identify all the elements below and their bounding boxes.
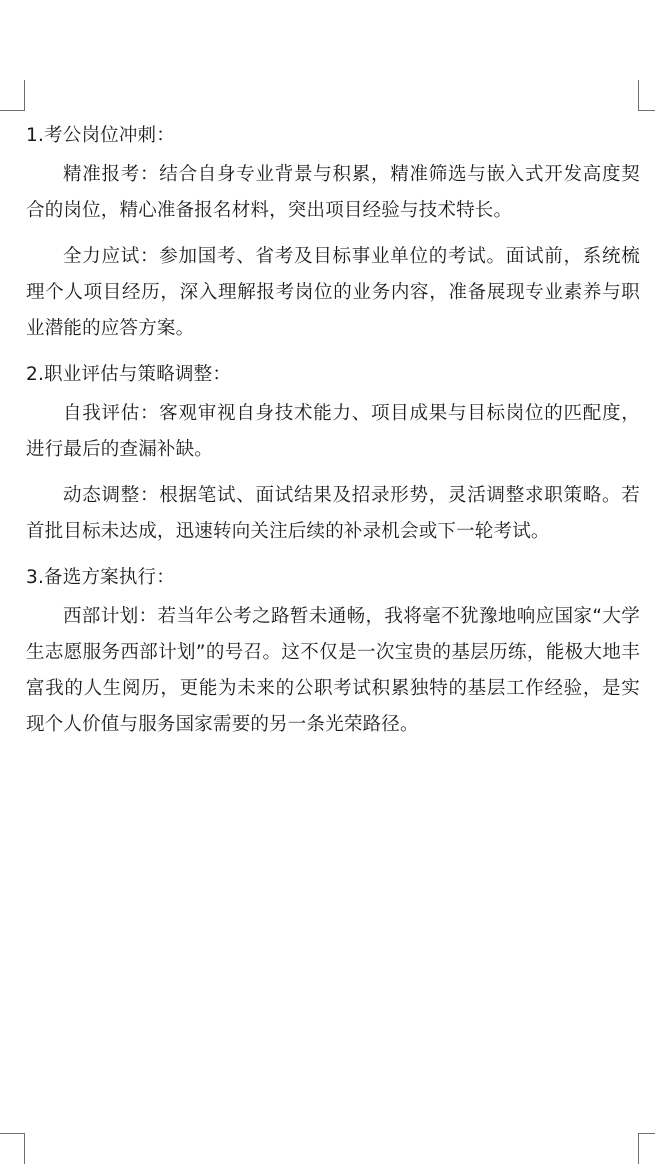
corner-mark-bottom-right	[638, 1133, 655, 1164]
paragraph: 全力应试：参加国考、省考及目标事业单位的考试。面试前，系统梳理个人项目经历，深入理解报考岗位的业务内容，准备展现专业素养与职业潜能的应答方案。	[26, 246, 640, 339]
paragraph: 动态调整：根据笔试、面试结果及招录形势，灵活调整求职策略。若首批目标未达成，迅速转向关注后续的补录机会或下一轮考试。	[26, 485, 640, 542]
corner-mark-top-left	[0, 80, 25, 111]
section-heading: 1.考公岗位冲刺：	[26, 125, 175, 146]
corner-mark-bottom-left	[0, 1133, 25, 1164]
paragraph: 自我评估：客观审视自身技术能力、项目成果与目标岗位的匹配度，进行最后的查漏补缺。	[26, 403, 640, 460]
corner-mark-top-right	[638, 80, 655, 111]
section-heading: 2.职业评估与策略调整：	[26, 364, 232, 385]
section-heading: 3.备选方案执行：	[26, 567, 175, 588]
paragraph: 精准报考：结合自身专业背景与积累，精准筛选与嵌入式开发高度契合的岗位，精心准备报名材料，突出项目经验与技术特长。	[26, 164, 640, 221]
paragraph: 西部计划：若当年公考之路暂未通畅，我将毫不犹豫地响应国家“大学生志愿服务西部计划”的号召。这不仅是一次宝贵的基层历练，能极大地丰富我的人生阅历，更能为未来的公职考试积累独特的基层工作经验，是实现个人价值与服务国家需要的另一条光荣路径。	[26, 606, 640, 735]
document-body[interactable]	[26, 115, 640, 753]
